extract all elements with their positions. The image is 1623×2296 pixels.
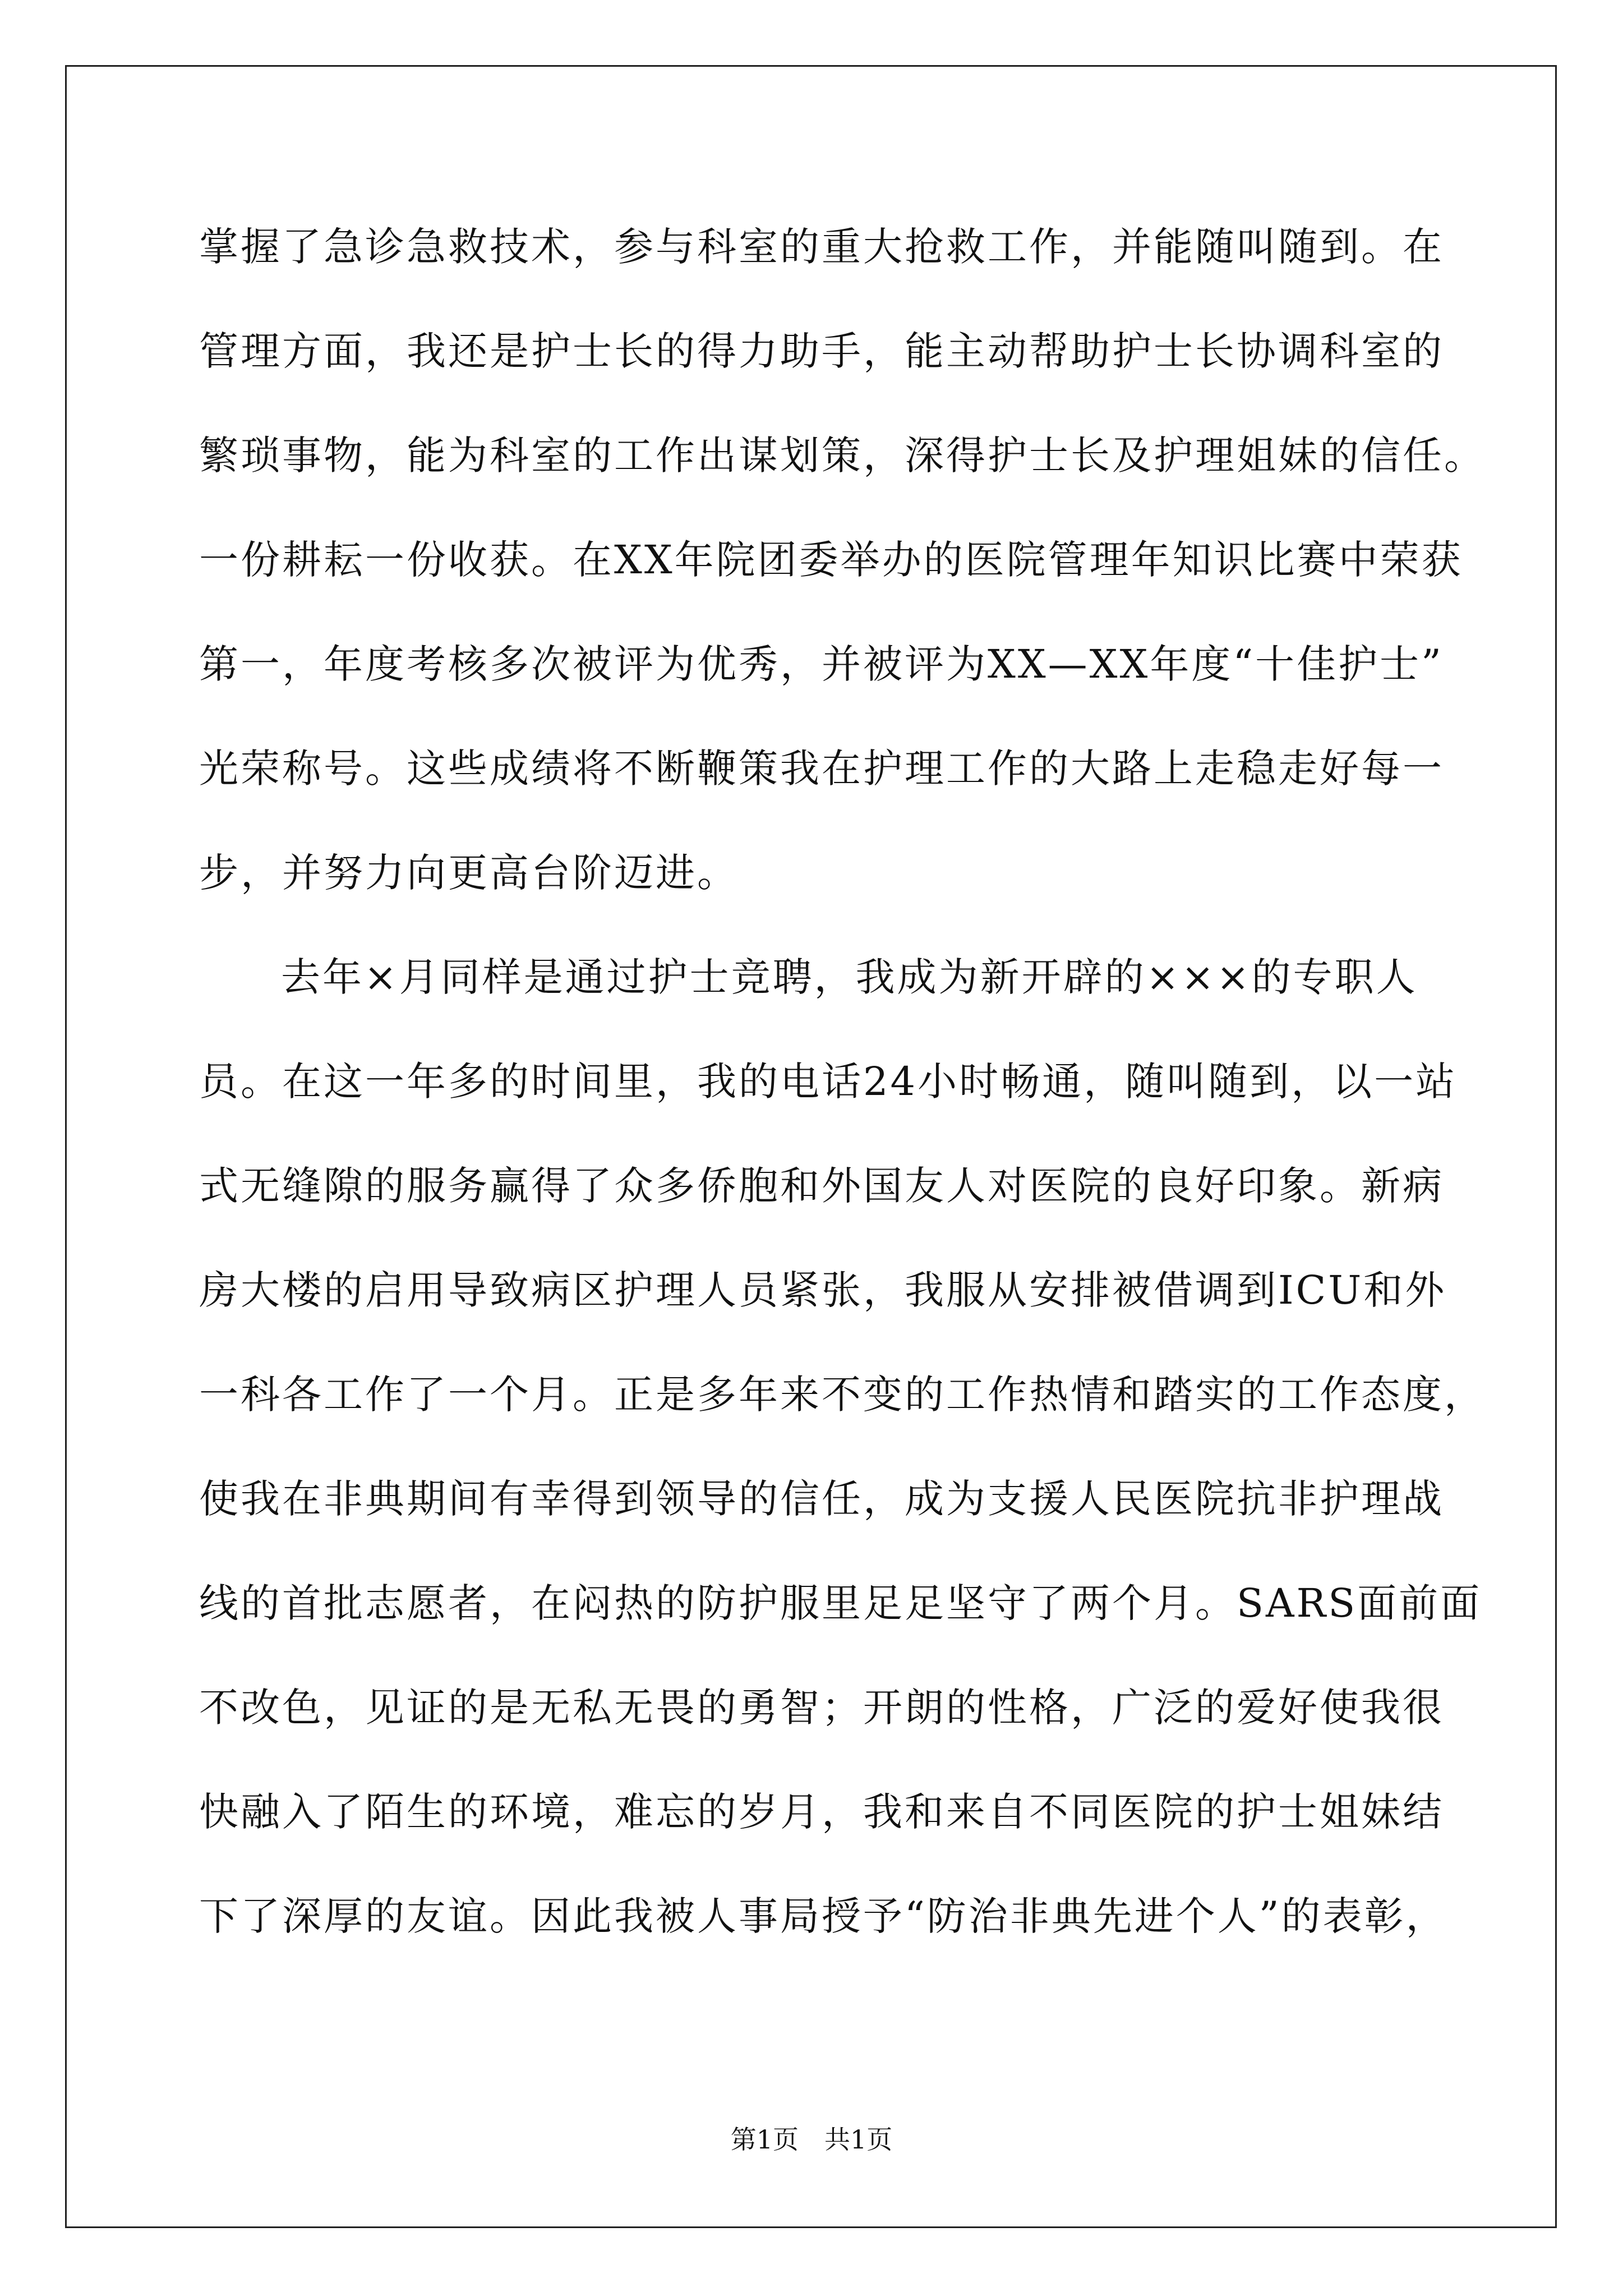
text-line: 线的首批志愿者，在闷热的防护服里足足坚守了两个月。SARS面前面 — [199, 1580, 1482, 1626]
text-line: 光荣称号。这些成绩将不断鞭策我在护理工作的大路上走稳走好每一 — [199, 746, 1444, 792]
text-line: 使我在非典期间有幸得到领导的信任，成为支援人民医院抗非护理战 — [199, 1476, 1444, 1522]
text-line: 一科各工作了一个月。正是多年来不变的工作热情和踏实的工作态度， — [199, 1372, 1486, 1418]
text-line: 一份耕耘一份收获。在XX年院团委举办的医院管理年知识比赛中荣获 — [199, 537, 1463, 583]
text-line: 不改色，见证的是无私无畏的勇智；开朗的性格，广泛的爱好使我很 — [199, 1685, 1444, 1731]
text-line: 管理方面，我还是护士长的得力助手，能主动帮助护士长协调科室的 — [199, 328, 1444, 374]
text-line: 员。在这一年多的时间里，我的电话24小时畅通，随叫随到，以一站 — [199, 1059, 1458, 1105]
document-body — [199, 213, 1486, 1987]
text-line: 房大楼的启用导致病区护理人员紧张，我服从安排被借调到ICU和外 — [199, 1267, 1447, 1313]
text-line: 快融入了陌生的环境，难忘的岁月，我和来自不同医院的护士姐妹结 — [199, 1789, 1444, 1835]
text-line: 繁琐事物，能为科室的工作出谋划策，深得护士长及护理姐妹的信任。 — [199, 432, 1486, 478]
text-line: 掌握了急诊急救技术，参与科室的重大抢救工作，并能随叫随到。在 — [199, 224, 1444, 270]
text-line: 步，并努力向更高台阶迈进。 — [199, 850, 739, 896]
text-line: 第一，年度考核多次被评为优秀，并被评为XX—XX年度“十佳护士” — [199, 641, 1444, 687]
paragraph-first-line: 去年×月同样是通过护士竞聘，我成为新开辟的×××的专职人 — [281, 954, 1418, 1000]
text-line: 下了深厚的友谊。因此我被人事局授予“防治非典先进个人”的表彰， — [199, 1893, 1447, 1939]
page-number-footer: 第1页 共1页 — [730, 2124, 893, 2155]
text-line: 式无缝隙的服务赢得了众多侨胞和外国友人对医院的良好印象。新病 — [199, 1163, 1444, 1209]
